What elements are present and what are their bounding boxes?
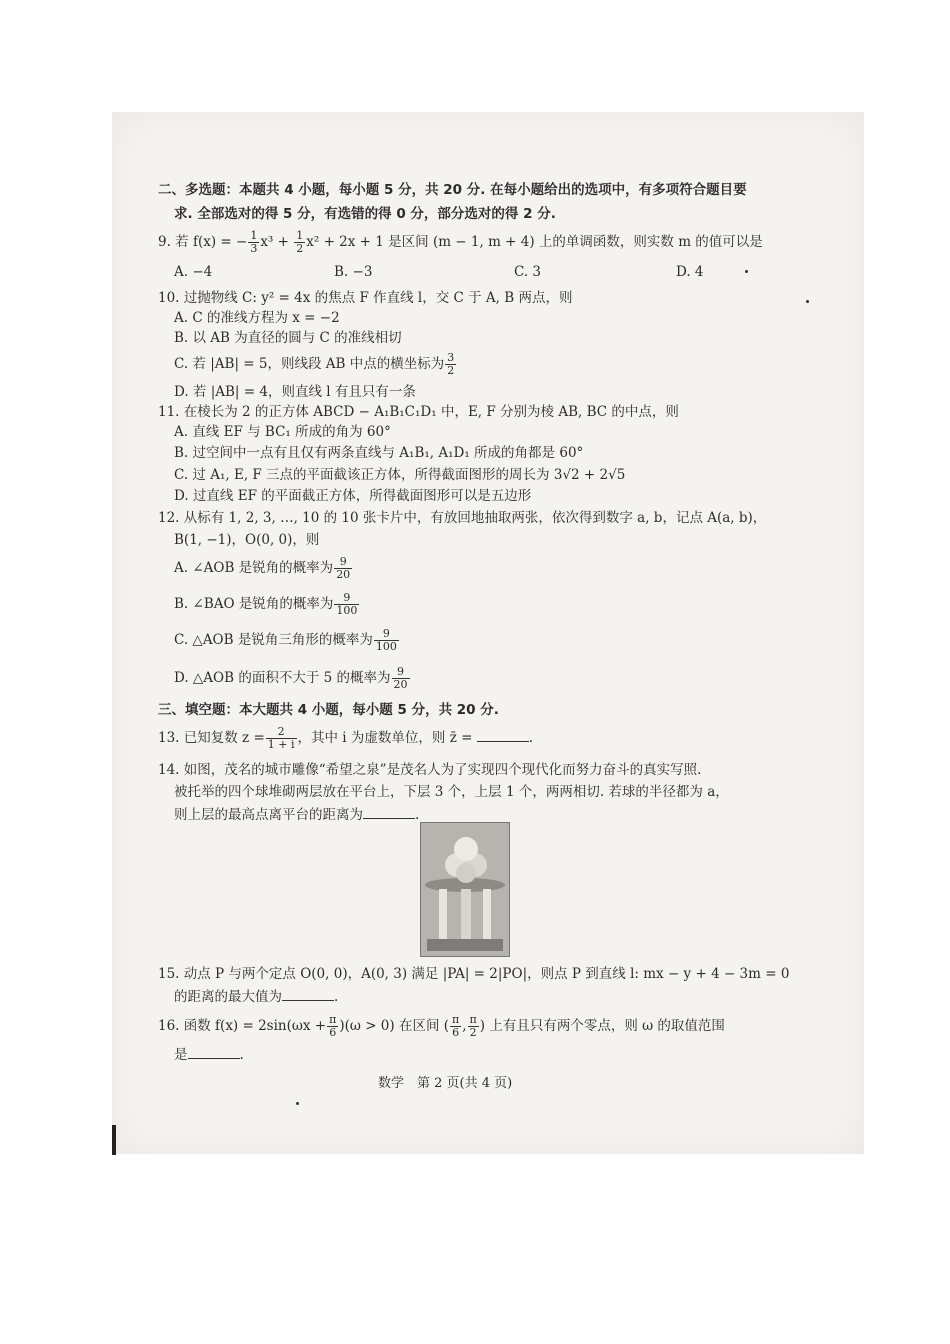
q14-line2: 被托举的四个球堆砌两层放在平台上，下层 3 个，上层 1 个，两两相切. 若球的半径都为 a， (174, 784, 729, 800)
q12-option-b: B. ∠BAO 是锐角的概率为 $\frac{9}{100}$ (174, 591, 358, 617)
q9-option-a: A. −4 (174, 264, 213, 280)
q10-option-c: C. 若 |AB| = 5，则线段 AB 中点的横坐标为 $\frac{3}{2}$ (174, 351, 455, 377)
q16-answer-blank (188, 1044, 240, 1059)
section2-line1: 二、多选题：本题共 4 小题，每小题 5 分，共 20 分. 在每小题给出的选项中，有多项符合题目要 (158, 182, 747, 198)
q10-option-a: A. C 的准线方程为 x = −2 (174, 310, 340, 326)
scan-speck (745, 270, 748, 273)
q12-option-c: C. △AOB 是锐角三角形的概率为 $\frac{9}{100}$ (174, 627, 397, 653)
q12-stem1: 12. 从标有 1, 2, 3, …, 10 的 10 张卡片中，有放回地抽取两张，依次得到数字 a, b，记点 A(a, b)， (158, 510, 767, 526)
q10-c-frac: $\frac{3}{2}$ (447, 351, 455, 377)
sculpture-illustration (421, 823, 509, 956)
q9-option-c: C. 3 (514, 264, 542, 280)
q10-stem: 10. 过抛物线 C: y² = 4x 的焦点 F 作直线 l，交 C 于 A, B 两点，则 (158, 290, 573, 306)
q9-option-b: B. −3 (334, 264, 373, 280)
q12-stem2: B(1, −1)，O(0, 0)，则 (174, 532, 320, 548)
q12-option-a: A. ∠AOB 是锐角的概率为 $\frac{9}{20}$ (174, 555, 351, 581)
q11-option-d: D. 过直线 EF 的平面截正方体，所得截面图形可以是五边形 (174, 488, 532, 504)
page-footer: 数学 第 2 页(共 4 页) (378, 1076, 513, 1091)
q15-line1: 15. 动点 P 与两个定点 O(0, 0)，A(0, 3) 满足 |PA| = 2|PO|，则点 P 到直线 l: mx − y + 4 − 3m = 0 (158, 966, 790, 982)
q9-stem (158, 230, 763, 255)
scan-speck (806, 300, 809, 303)
q13-stem: 13. 已知复数 z = $\frac{2}{1 + i}$ ，其中 i 为虚数单位，则 z̄ = . (158, 725, 534, 751)
q9-frac2: $\frac{1}{2}$ (296, 229, 304, 255)
sculpture-photo (420, 822, 510, 957)
q10-option-b: B. 以 AB 为直径的圆与 C 的准线相切 (174, 330, 402, 346)
scan-edge-mark (112, 1125, 116, 1155)
q14-answer-blank (363, 804, 415, 819)
q9-stem-a: 9. 若 f(x) = − (158, 234, 248, 250)
q15-answer-blank (282, 986, 334, 1001)
q9-stem-c: x² + 2x + 1 是区间 (m − 1, m + 4) 上的单调函数，则实数 m 的值可以是 (306, 234, 763, 250)
q13-answer-blank (477, 727, 529, 742)
q11-stem: 11. 在棱长为 2 的正方体 ABCD − A₁B₁C₁D₁ 中，E, F 分别为棱 AB, BC 的中点，则 (158, 404, 679, 420)
section3-title: 三、填空题：本大题共 4 小题，每小题 5 分，共 20 分. (158, 702, 499, 718)
q12-option-d: D. △AOB 的面积不大于 5 的概率为 $\frac{9}{20}$ (174, 665, 408, 691)
q9-option-d: D. 4 (676, 264, 704, 280)
q16-line1: 16. 函数 f(x) = 2sin(ωx + $\frac{\pi}{6}$ )(ω > 0) 在区间 ( $\frac{\pi}{6}$ , $\frac{\pi}{2}$ ) 上有且只有两个零点，则 ω 的取值范围 (158, 1013, 725, 1039)
q11-option-c: C. 过 A₁, E, F 三点的平面截该正方体，所得截面图形的周长为 3√2 + 2√5 (174, 467, 626, 483)
q16-line2: 是 . (174, 1044, 244, 1065)
q11-option-a: A. 直线 EF 与 BC₁ 所成的角为 60° (174, 424, 391, 440)
q11-option-b: B. 过空间中一点有且仅有两条直线与 A₁B₁, A₁D₁ 所成的角都是 60° (174, 445, 584, 461)
scan-speck (296, 1102, 299, 1105)
q9-stem-b: x³ + (260, 234, 289, 250)
q15-line2: 的距离的最大值为 . (174, 986, 338, 1007)
q10-option-d: D. 若 |AB| = 4，则直线 l 有且只有一条 (174, 384, 416, 400)
section2-line2: 求. 全部选对的得 5 分，有选错的得 0 分，部分选对的得 2 分. (174, 206, 556, 222)
q14-line1: 14. 如图，茂名的城市雕像“希望之泉”是茂名人为了实现四个现代化而努力奋斗的真实写照. (158, 762, 702, 778)
q14-line3: 则上层的最高点离平台的距离为 . (174, 804, 419, 825)
q9-frac1: $\frac{1}{3}$ (250, 229, 258, 255)
